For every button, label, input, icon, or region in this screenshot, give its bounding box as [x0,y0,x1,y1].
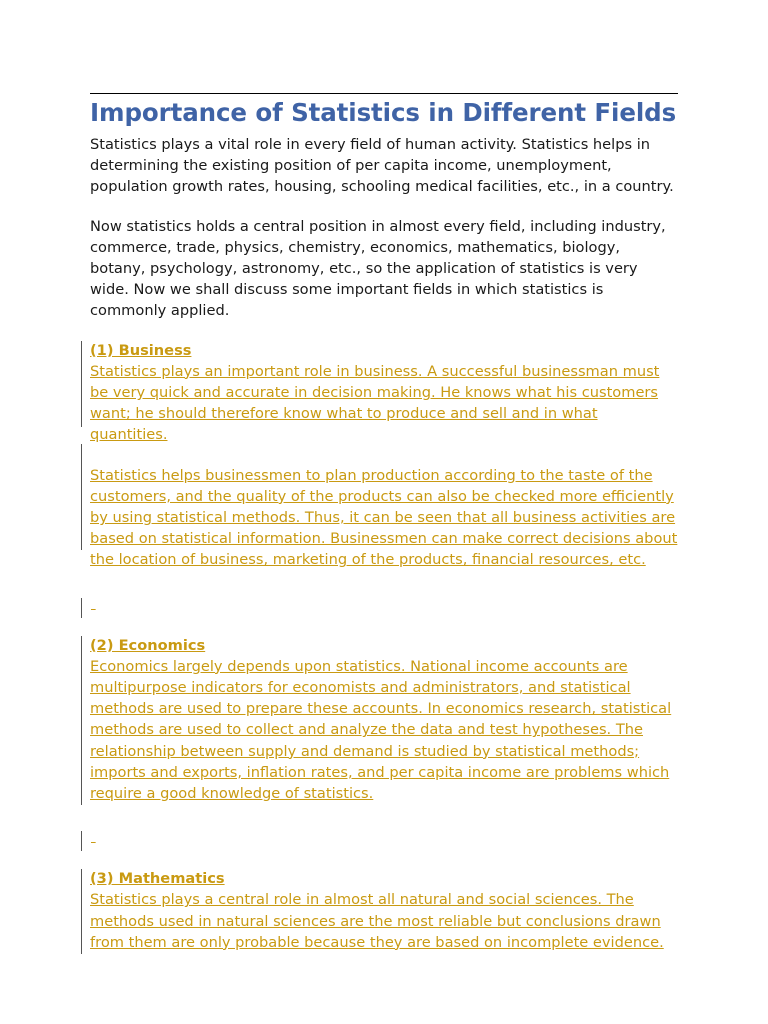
change-bar [81,636,82,805]
section-business [90,340,678,571]
intro-paragraph-2: Now statistics holds a central position in almost every field, including industry, commerce, trade, physics, chemistry, economics, mathematics, biology, botany, psychology, astronomy, etc., so the application of statistics is very wide. Now we shall discuss some important fields in which statistics is commonly applied. [90,217,666,320]
section-economics [90,635,678,805]
section-heading-economics: (2) Economics [90,636,206,654]
change-bar [81,869,82,954]
business-paragraph-2: Statistics helps businessmen to plan production according to the taste of the customers, and the quality of the products can also be checked more efficiently by using statistical methods. Thus, it can be seen that all business activities are based on statistical information. Businessmen can make correct decisions about the location of business, marketing of the products, financial resources, etc. [90,466,678,569]
change-bar [81,341,82,427]
top-rule [90,93,678,94]
section-heading-business: (1) Business [90,341,192,359]
change-bar [81,444,82,550]
section-mathematics [90,868,678,953]
empty-tracked-line [90,591,678,613]
business-paragraph-1: Statistics plays an important role in business. A successful businessman must be very quick and accurate in decision making. He knows what his customers want; he should therefore know what to produce and sell and in what quantities. [90,362,660,444]
intro-paragraph-1: Statistics plays a vital role in every field of human activity. Statistics helps in determining the existing position of per capita income, unemployment, population growth rates, housing, schooling medical facilities, etc., in a country. [90,136,674,196]
empty-tracked-line [90,824,678,846]
change-bar [81,831,82,851]
economics-paragraph-1: Economics largely depends upon statistics. National income accounts are multipurpose indicators for economists and administrators, and statistical methods are used to prepare these accounts. In economics research, statistical methods are used to collect and analyze the data and test hypotheses. The relationship between supply and demand is studied by statistical methods; imports and exports, inflation rates, and per capita income are problems which require a good knowledge of statistics. [90,657,672,803]
change-bar [81,598,82,618]
section-heading-mathematics: (3) Mathematics [90,870,225,888]
document-page [90,93,678,953]
page-title: Importance of Statistics in Different Fields [90,98,677,127]
mathematics-paragraph-1: Statistics plays a central role in almost all natural and social sciences. The methods used in natural sciences are the most reliable but conclusions drawn from them are only probable because they are based on incomplete evidence. [90,891,664,951]
